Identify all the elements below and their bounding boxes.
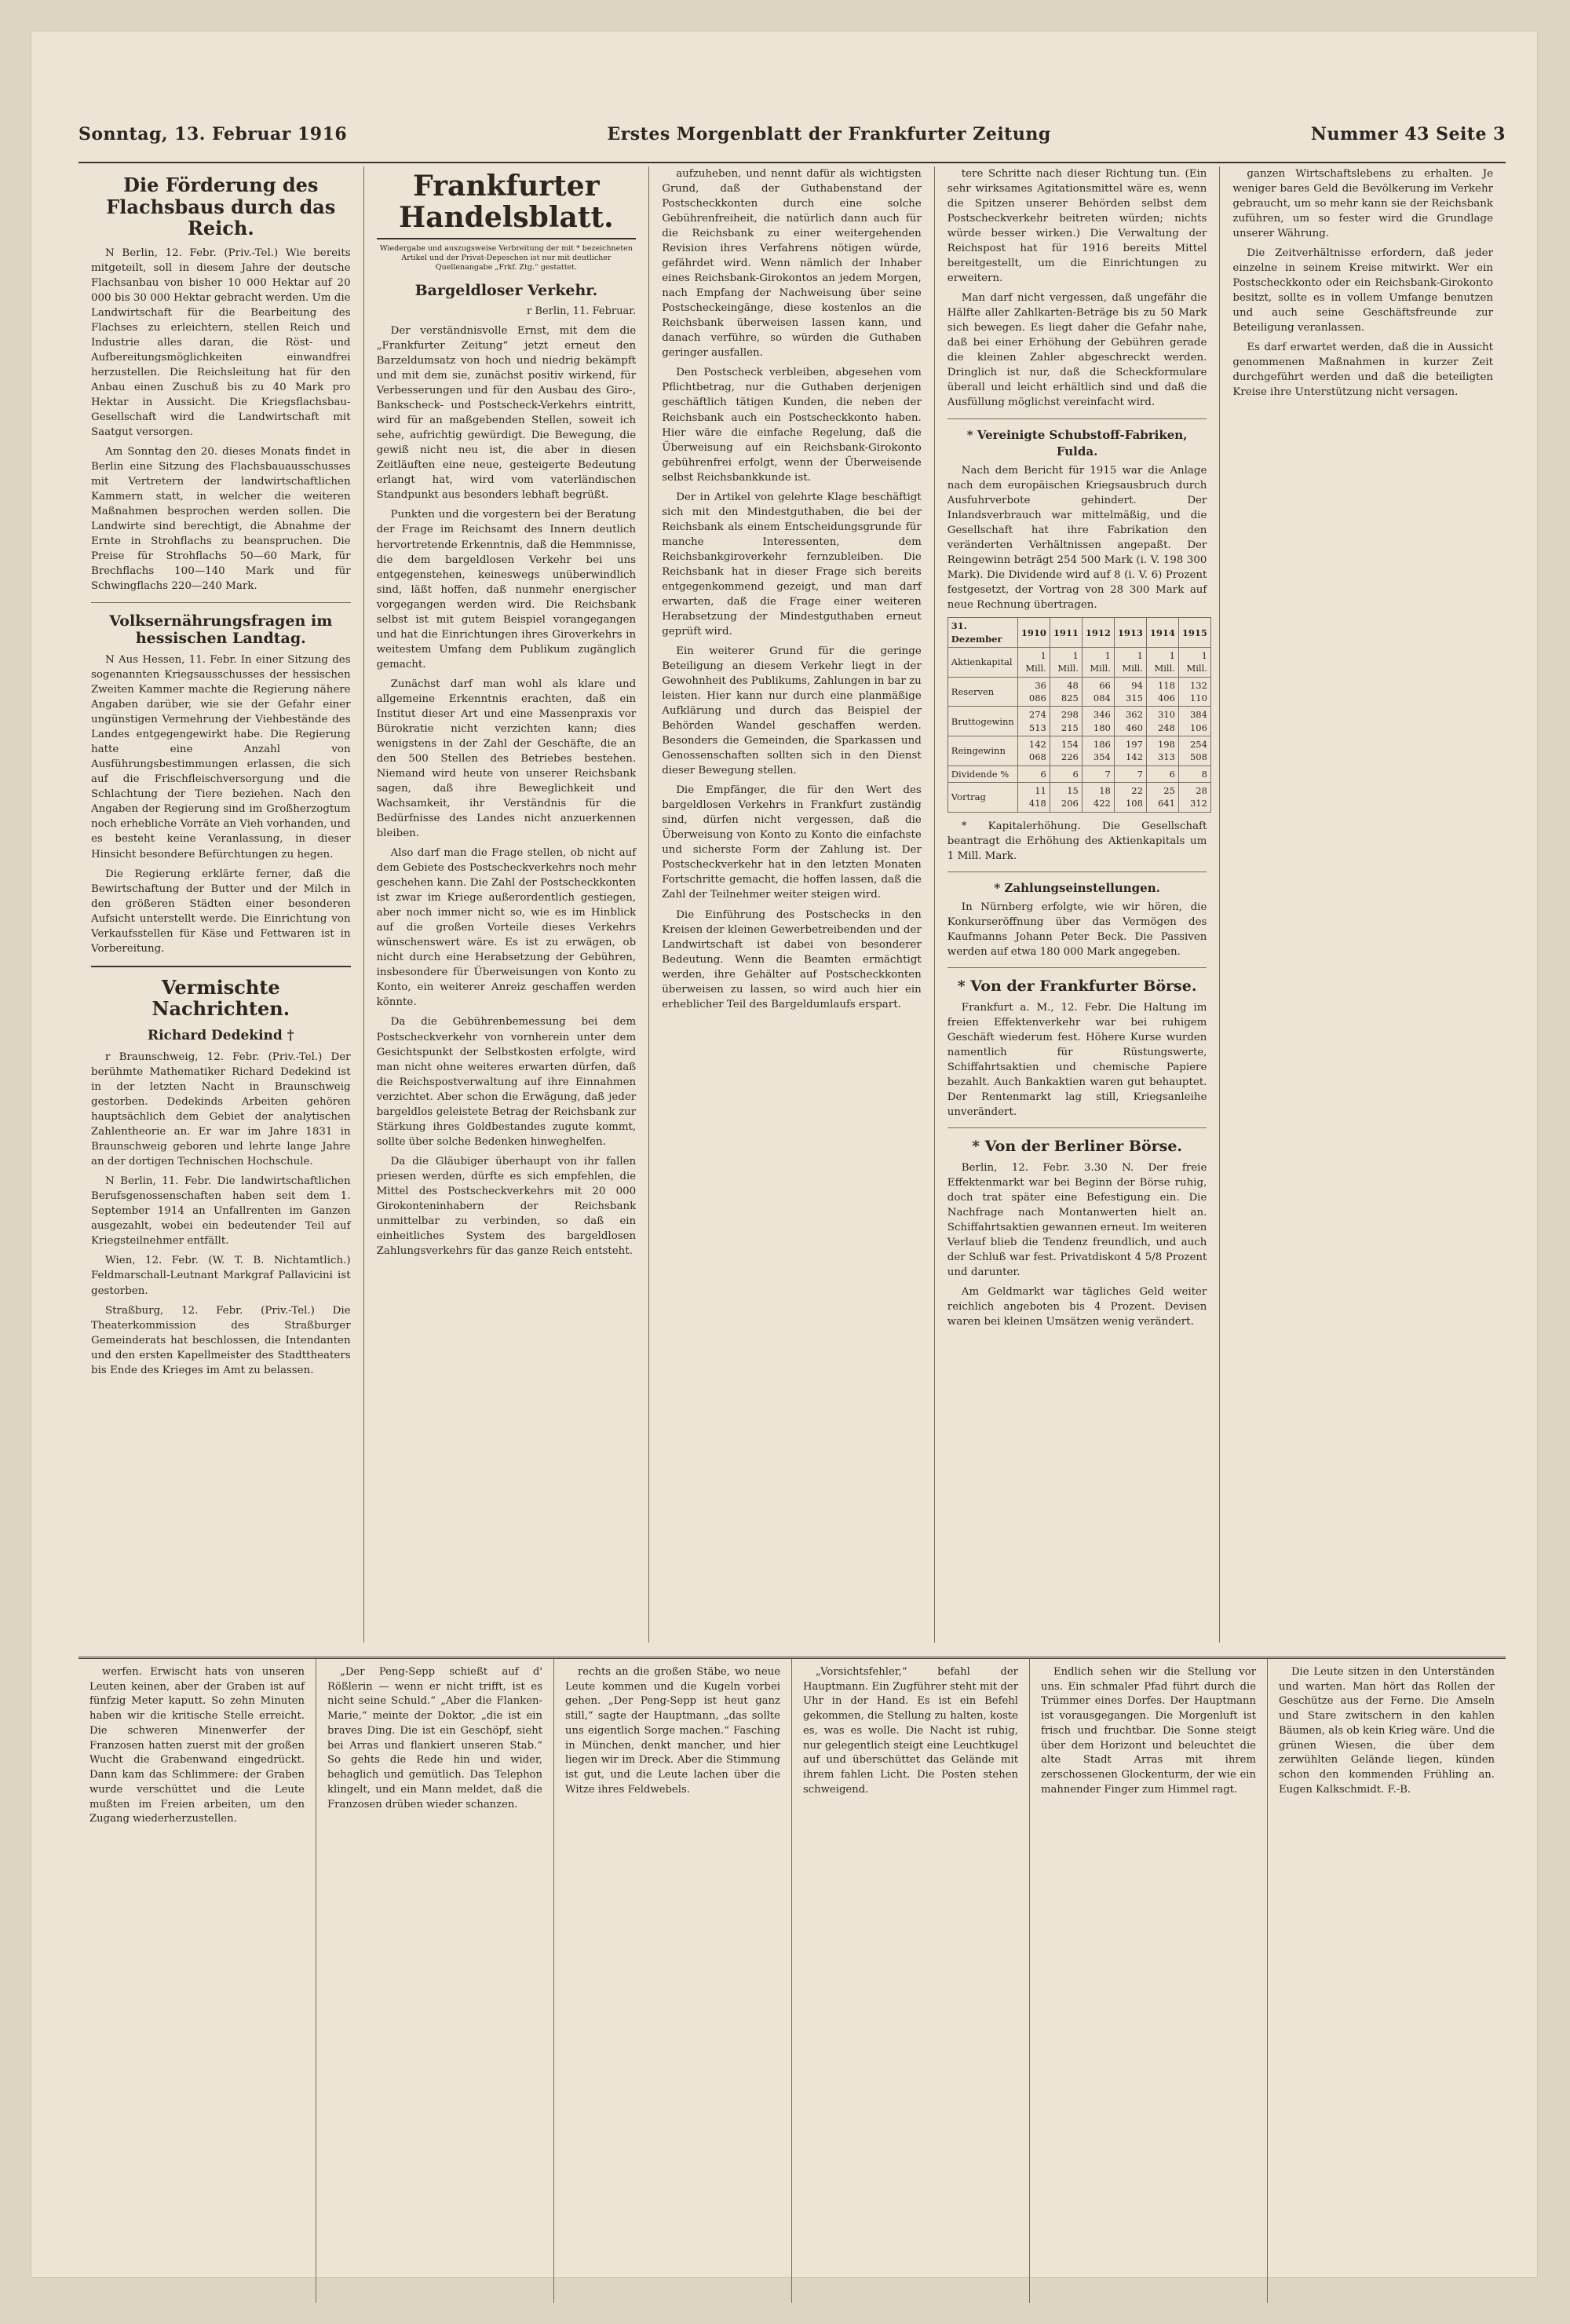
handelsblatt-title: Frankfurter Handelsblatt.	[377, 166, 637, 239]
table-cell: Bruttogewinn	[947, 707, 1017, 736]
article-text: In Nürnberg erfolgte, wie wir hören, die Konkurseröffnung über das Vermögen des Kaufmanns Johann Peter Beck. Die Passiven werden auf etwa 180 000 Mark angegeben.	[947, 901, 1207, 959]
table-cell: 1 Mill.	[1017, 648, 1050, 678]
article-text: Berlin, 12. Febr. 3.30 N. Der freie Effektenmarkt war bei Beginn der Börse ruhig, doch trat später eine Befestigung ein. Die Nachfrage nach Montanwerten hielt an. Schiffahrtsaktien gewannen erneut. Im weiteren Verlauf blieb die Tendenz freundlich, und auch der Schluß war fest. Privatdiskont 4 5/8 Prozent und darunter.	[947, 1162, 1207, 1279]
table-cell: 18 422	[1082, 783, 1114, 813]
table-cell: 198 313	[1146, 736, 1178, 766]
article-text: Man darf nicht vergessen, daß ungefähr die Hälfte aller Zahlkarten-Beträge bis zu 50 Mark sich bewegen. Es liegt daher die Gefahr nahe, daß bei einer Erhöhung der Gebühren gerade die kleinen Zahler abgeschreckt werden. Dringlich ist nur, daß die Scheckformulare überall und leicht erhältlich sind und daß die Ausfüllung möglichst vereinfacht wird.	[947, 292, 1207, 409]
column-4	[935, 166, 1221, 1643]
table-cell: 8	[1178, 766, 1210, 782]
story-text: „Vorsichtsfehler,“ befahl der Hauptmann. Ein Zugführer steht mit der Uhr in der Hand. Es ist ein Befehl gekommen, die Stellung zu halten, koste es, was es wolle. Die Nacht ist ruhig, nur gelegentlich steigt eine Leuchtkugel auf und überschüttet das Gelände mit ihrem fahlen Licht. Die Posten stehen schweigend.	[803, 1666, 1018, 1796]
table-row	[947, 677, 1210, 707]
table-cell: 1 Mill.	[1178, 648, 1210, 678]
article-text: Wien, 12. Febr. (W. T. B. Nichtamtlich.) Feldmarschall-Leutnant Markgraf Pallavicini ist gestorben.	[91, 1255, 351, 1297]
headline-berliner-boerse: * Von der Berliner Börse.	[972, 1138, 1183, 1156]
table-header-cell: 1910	[1017, 618, 1050, 648]
table-cell: 94 315	[1114, 677, 1146, 707]
article-text: Zunächst darf man wohl als klare und allgemeine Erkenntnis erachten, daß ein Institut dieser Art und eine Massenpraxis vor Bürokratie nicht verzichten kann; dies wenigstens in der Zahl der Geschäfte, die an den 500 Stellen des Betriebes bestehen. Niemand wird heute von unserer Reichsbank sagen, daß ihre Beweglichkeit und Wachsamkeit, ihr Verständnis für die Bedürfnisse des Landes nicht anzuerkennen bleiben.	[376, 678, 637, 840]
article-text: N Berlin, 11. Febr. Die landwirtschaftlichen Berufsgenossenschaften haben seit dem 1. September 1914 an Unfallrenten im Ganzen ausgezahlt, wobei ein bedeutender Teil auf Kriegsteilnehmer entfällt.	[91, 1175, 351, 1248]
table-cell: Reingewinn	[947, 736, 1017, 766]
headline-volksernaehrung: Volksernährungsfragen im hessischen Landtag.	[109, 612, 333, 648]
table-header-cell: 1915	[1178, 618, 1210, 648]
table-row	[947, 766, 1210, 782]
table-cell: 1 Mill.	[1082, 648, 1114, 678]
article-text: Da die Gebührenbemessung bei dem Postscheckverkehr von vornherein unter dem Gesichtspunkt der Selbstkosten erfolgte, wird man nicht ohne weiteres erwarten dürfen, daß die Reichspostverwaltung auf ihre Einnahmen verzichtet. Aber schon die Erwägung, daß jeder bargeldlos geleistete Betrag der Reichsbank zur Stärkung ihres Goldbestandes zugute kommt, sollte über solche Bedenken hinweghelfen.	[376, 1016, 637, 1148]
table-cell: 1 Mill.	[1146, 648, 1178, 678]
table-cell: 66 084	[1082, 677, 1114, 707]
article-text: r Braunschweig, 12. Febr. (Priv.-Tel.) Der berühmte Mathematiker Richard Dedekind ist in der letzten Nacht in Braunschweig gestorben. Dedekinds Arbeiten gehören hauptsächlich dem Gebiet der analytischen Zahlentheorie an. Er war im Jahre 1831 in Braunschweig geboren und lehrte lange Jahre an der dortigen Technischen Hochschule.	[91, 1051, 351, 1168]
story-text: werfen. Erwischt hats von unseren Leuten keinen, aber der Graben ist auf fünfzig Meter kaputt. So zehn Minuten haben wir die kritische Stelle erreicht. Die schweren Minenwerfer der Franzosen hatten zuerst mit der großen Wucht die Grabenwand eingedrückt. Dann kam das Schlimmere: der Graben wurde verschüttet und die Leute mußten im Freien arbeiten, um den Zugang wiederherzustellen.	[89, 1666, 305, 1825]
table-cell: 346 180	[1082, 707, 1114, 736]
table-cell: 6	[1146, 766, 1178, 782]
table-header-cell: 1912	[1082, 618, 1114, 648]
table-row	[947, 736, 1210, 766]
table-cell: Vortrag	[947, 783, 1017, 813]
column-5	[1220, 166, 1506, 1643]
table-cell: 298 215	[1050, 707, 1082, 736]
article-text: Die Empfänger, die für den Wert des bargeldlosen Verkehrs in Frankfurt zuständig sind, dürfen nicht vergessen, daß die Überweisung von Konto zu Konto die einfachste und sicherste Form der Zahlung ist. Der Postscheckverkehr hat in den letzten Monaten Fortschritte gemacht, die hoffen lassen, daß die Zahl der Teilnehmer weiter steigen wird.	[662, 784, 922, 901]
article-text: Die Einführung des Postschecks in den Kreisen der kleinen Gewerbetreibenden und der Landwirtschaft ist dabei von besonderer Bedeutung. Wenn die Beamten ermächtigt werden, ihre Gehälter auf Postscheckkonten überweisen zu lassen, so wird auch hier ein erheblicher Teil des Bargeldumlaufs erspart.	[662, 908, 922, 1010]
table-cell: 6	[1050, 766, 1082, 782]
feuilleton-column	[792, 1659, 1030, 2303]
table-body	[947, 648, 1210, 813]
article-text: Da die Gläubiger überhaupt von ihr fallen priesen werden, dürfte es sich empfehlen, die Mittel des Postscheckverkehrs mit 20 000 Girokonteninhabern der Reichsbank unmittelbar zu verbinden, so daß ein einheitliches System des bargeldlosen Zahlungsverkehrs für das ganze Reich entsteht.	[376, 1155, 637, 1257]
table-cell: Reserven	[947, 677, 1017, 707]
table-cell: 11 418	[1017, 783, 1050, 813]
feuilleton-section	[78, 1657, 1506, 2303]
story-text: „Der Peng-Sepp schießt auf d' Rößlerin — wenn er nicht trifft, ist es nicht seine Schuld.“ „Aber die Flanken-Marie,“ meinte der Doktor, „die ist ein braves Ding. Die ist ein Geschöpf, sieht bei Arras und flankiert unseren Stab.“ So gehts die Rede hin und wider, behaglich und gemütlich. Das Telephon klingelt, und ein Mann meldet, daß die Franzosen drüben wieder schanzen.	[327, 1666, 542, 1811]
table-cell: 310 248	[1146, 707, 1178, 736]
article-text: tere Schritte nach dieser Richtung tun. (Ein sehr wirksames Agitationsmittel wäre es, wenn die Spitzen unserer Behörden selbst dem Postscheckverkehr beitreten würden; nichts würde besser wirken.) Die Verwaltung der Reichspost hat für 1916 bereits Mittel bereitgestellt, um die Einrichtungen zu erweitern.	[947, 168, 1207, 285]
divider	[91, 966, 351, 967]
article-text: Ein weiterer Grund für die geringe Beteiligung an diesem Verkehr liegt in der Gewohnheit des Publikums, Zahlungen in bar zu leisten. Hier kann nur durch eine planmäßige Aufklärung und durch das Beispiel der Behörden Wandel geschaffen werden. Besonders die Gemeinden, die Sparkassen und Genossenschaften sollten sich in den Dienst dieser Bewegung stellen.	[662, 645, 922, 777]
table-cell: Dividende %	[947, 766, 1017, 782]
main-columns	[78, 166, 1506, 1643]
divider	[947, 418, 1207, 419]
table-cell: 1 Mill.	[1114, 648, 1146, 678]
table-cell: 132 110	[1178, 677, 1210, 707]
feuilleton-column	[1030, 1659, 1268, 2303]
divider	[947, 1127, 1207, 1128]
article-text: Die Zeitverhältnisse erfordern, daß jeder einzelne in seinem Kreise mitwirkt. Wer ein Postscheckkonto oder ein Reichsbank-Girokonto besitzt, sollte es in vollem Umfange benutzen und auch seine Geschäftsfreunde zur Beteiligung veranlassen.	[1232, 247, 1493, 334]
story-text: Die Leute sitzen in den Unterständen und warten. Man hört das Rollen der Geschütze aus der Ferne. Die Amseln und Stare zwitschern in den kahlen Bäumen, als ob kein Krieg wäre. Und die grünen Wiesen, die über dem zerwühlten Gelände liegen, künden schon den kommenden Frühling an. Eugen Kalkschmidt. F.-B.	[1279, 1666, 1495, 1796]
table-cell: 384 106	[1178, 707, 1210, 736]
table-header-cell: 31. Dezember	[947, 618, 1017, 648]
article-text: Punkten und die vorgestern bei der Beratung der Frage im Reichsamt des Innern deutlich hervortretende Erkenntnis, daß die Hemmnisse, die dem bargeldlosen Verkehr bei uns entgegenstehen, keineswegs unüberwindlich sind, läßt hoffen, daß nunmehr energischer vorgegangen werden wird. Die Reichsbank selbst ist mit gutem Beispiel vorangegangen und hat die Einrichtungen ihres Giroverkehrs in weitestem Umfang dem Publikum zugänglich gemacht.	[376, 509, 637, 671]
reprint-note: Wiedergabe und auszugsweise Verbreitung der mit * bezeichneten Artikel und der Privat-Depeschen ist nur mit deutlicher Quellenangabe „Frkf. Ztg.“ gestattet.	[379, 244, 633, 272]
table-row	[947, 707, 1210, 736]
issue-date: Sonntag, 13. Februar 1916	[78, 124, 348, 144]
feuilleton-column	[554, 1659, 792, 2303]
feuilleton-column	[78, 1659, 316, 2303]
table-cell: 274 513	[1017, 707, 1050, 736]
table-cell: 15 206	[1050, 783, 1082, 813]
table-cell: 25 641	[1146, 783, 1178, 813]
table-cell: 362 460	[1114, 707, 1146, 736]
story-text: Endlich sehen wir die Stellung vor uns. Ein schmaler Pfad führt durch die Trümmer eines Dorfes. Der Hauptmann ist vorausgegangen. Die Morgenluft ist frisch und fruchtbar. Die Sonne steigt über dem Horizont und beleuchtet die alte Stadt Arras mit ihrem zerschossenen Glockenturm, der wie ein mahnender Finger zum Himmel ragt.	[1041, 1666, 1256, 1796]
table-header-cell: 1914	[1146, 618, 1178, 648]
article-text: Am Geldmarkt war tägliches Geld weiter reichlich angeboten bis 4 Prozent. Devisen waren bei kleinen Umsätzen wenig verändert.	[947, 1286, 1207, 1328]
table-cell: 154 226	[1050, 736, 1082, 766]
divider	[947, 967, 1207, 968]
headline-zahlungseinstellungen: * Zahlungseinstellungen.	[994, 880, 1160, 895]
table-cell: 254 508	[1178, 736, 1210, 766]
article-text: N Berlin, 12. Febr. (Priv.-Tel.) Wie bereits mitgeteilt, soll in diesem Jahre der deutsche Flachsanbau von bisher 10 000 Hektar auf 20 000 bis 30 000 Hektar gebracht werden. Um die Landwirtschaft für die Bearbeitung des Flachses zu erleichtern, stellen Reich und Industrie alles daran, die Röst- und Aufbereitungsmöglichkeiten einwandfrei herzustellen. Die Reichsleitung hat für den Anbau einen Zuschuß bis zu 40 Mark pro Hektar in Aussicht. Die Kriegsflachsbau-Gesellschaft wird die Landwirtschaft mit Saatgut versorgen.	[91, 247, 351, 439]
table-cell: 186 354	[1082, 736, 1114, 766]
table-header-cell: 1913	[1114, 618, 1146, 648]
divider	[91, 602, 351, 603]
masthead	[78, 107, 1506, 163]
table-cell: 22 108	[1114, 783, 1146, 813]
table-cell: 28 312	[1178, 783, 1210, 813]
column-2	[364, 166, 650, 1643]
table-cell: 7	[1082, 766, 1114, 782]
balance-table	[947, 617, 1211, 812]
article-text: Der verständnisvolle Ernst, mit dem die „Frankfurter Zeitung“ jetzt erneut den Barzeldumsatz von hoch und niedrig bekämpft und mit dem sie, zunächst positiv wirkend, für Verbesserungen und für den Ausbau des Giro-, Bankscheck- und Postscheck-Verkehrs eintritt, wird für an maßgebenden Stellen, soweit ich sehe, aufrichtig gewürdigt. Die Bewegung, die gewiß nicht neu ist, die aber in diesen Zeitläuften eine neue, gesteigerte Bedeutung erlangt hat, wird vom vaterländischen Standpunkt aus besonders lebhaft begrüßt.	[376, 325, 637, 502]
table-cell: 6	[1017, 766, 1050, 782]
table-cell: 142 068	[1017, 736, 1050, 766]
column-3	[649, 166, 935, 1643]
table-row	[947, 783, 1210, 813]
article-text: N Aus Hessen, 11. Febr. In einer Sitzung des sogenannten Kriegsausschusses der hessischen Zweiten Kammer machte die Regierung nähere Angaben darüber, wie sie der Gefahr einer ungünstigen Vermehrung der Viehbestände des Landes entgegengewirkt habe. Die Regierung hatte eine Anzahl von Ausführungsbestimmungen erlassen, die sich auf die Frischfleischversorgung und die Schlachtung der Tiere beziehen. Nach den Angaben der Regierung sind im Großherzogtum noch erhebliche Vorräte an Vieh vorhanden, und es besteht keine Veranlassung, in dieser Hinsicht besondere Befürchtungen zu hegen.	[91, 654, 351, 861]
dateline: r Berlin, 11. Februar.	[527, 305, 637, 317]
article-text: Den Postscheck verbleiben, abgesehen vom Pflichtbetrag, nur die Guthaben derjenigen geschäftlich tätigen Kunden, die neben der Reichsbank auch ein Postscheckkonto haben. Hier wäre die einfache Regelung, daß die Überweisung auf ein Reichsbank-Girokonto gebührenfrei erfolgt, wenn der Überweisende selbst Reichsbankkunde ist.	[662, 367, 922, 484]
column-1	[78, 166, 364, 1643]
article-text: Es darf erwartet werden, daß die in Aussicht genommenen Maßnahmen in kurzer Zeit durchgeführt werden und daß die beteiligten Kreise ihre Unterstützung nicht versagen.	[1232, 342, 1493, 399]
headline-vermischtes: Vermischte Nachrichten.	[152, 975, 290, 1021]
table-cell: 197 142	[1114, 736, 1146, 766]
paper-title: Erstes Morgenblatt der Frankfurter Zeitung	[607, 124, 1051, 144]
article-text: Straßburg, 12. Febr. (Priv.-Tel.) Die Theaterkommission des Straßburger Gemeinderats hat beschlossen, die Intendanten und den ersten Kapellmeister des Stadttheaters bis Ende des Krieges im Amt zu belassen.	[91, 1304, 351, 1376]
article-text: Nach dem Bericht für 1915 war die Anlage nach dem europäischen Kriegsausbruch durch Ausfuhrverbote gehindert. Der Inlandsverbrauch war mittelmäßig, und die Gesellschaft hat ihre Fabrikation den veränderten Verhältnissen angepaßt. Der Reingewinn beträgt 254 500 Mark (i. V. 198 300 Mark). Die Dividende wird auf 8 (i. V. 6) Prozent festgesetzt, der Vortrag von 28 300 Mark auf neue Rechnung übertragen.	[947, 465, 1207, 612]
story-text: rechts an die großen Stäbe, wo neue Leute kommen und die Kugeln vorbei gehen. „Der Peng-Sepp ist heut ganz still,“ sagte der Hauptmann, „das sollte uns eigentlich Sorge machen.“ Fasching in München, denkt mancher, und hier liegen wir im Dreck. Aber die Stimmung ist gut, und die Leute lachen über die Witze ihres Feldwebels.	[565, 1666, 780, 1796]
subheadline-dedekind: Richard Dedekind †	[147, 1027, 294, 1043]
article-text: ganzen Wirtschaftslebens zu erhalten. Je weniger bares Geld die Bevölkerung im Verkehr gebraucht, um so mehr kann sie der Reichsbank zuführen, um so fester wird die Grundlage unserer Währung.	[1232, 168, 1493, 240]
article-text: * Kapitalerhöhung. Die Gesellschaft beantragt die Erhöhung des Aktienkapitals um 1 Mill. Mark.	[947, 820, 1207, 862]
issue-number: Nummer 43 Seite 3	[1310, 124, 1506, 144]
table-cell: 7	[1114, 766, 1146, 782]
table-cell: 118 406	[1146, 677, 1178, 707]
table-row	[947, 648, 1210, 678]
table-cell: Aktienkapital	[947, 648, 1017, 678]
table-header-cell: 1911	[1050, 618, 1082, 648]
table-cell: 1 Mill.	[1050, 648, 1082, 678]
article-text: aufzuheben, und nennt dafür als wichtigsten Grund, daß der Guthabenstand der Postscheckkonten durch eine solche Gebührenfreiheit, die natürlich dann auch für die Reichsbank zu einer weitergehenden Revision ihres Verfahrens nötigen würde, gefährdet wird. Wenn nämlich der Inhaber eines Reichsbank-Girokontos an jedem Morgen, nach Empfang der Nachweisung über seine Postscheckeingänge, diese kostenlos an die Reichsbank überweisen lassen kann, und danach verführe, so würden die Guthaben geringer ausfallen.	[662, 168, 922, 360]
table-header-row	[947, 618, 1210, 648]
feuilleton-column	[316, 1659, 554, 2303]
headline-bargeldlos: Bargeldloser Verkehr.	[414, 281, 598, 299]
article-text: Die Regierung erklärte ferner, daß die Bewirtschaftung der Butter und der Milch in den größeren Städten einer besonderen Aufsicht unterstellt werde. Die Einrichtung von Verkaufsstellen für Käse und Fettwaren ist in Vorbereitung.	[91, 868, 351, 955]
headline-frankfurter-boerse: * Von der Frankfurter Börse.	[957, 977, 1197, 996]
table-cell: 36 086	[1017, 677, 1050, 707]
article-text: Am Sonntag den 20. dieses Monats findet in Berlin eine Sitzung des Flachsbauausschusses mit Vertretern der landwirtschaftlichen Kammern statt, in welcher die weiteren Maßnahmen besprochen werden sollen. Die Landwirte sind berechtigt, die Abnahme der Ernte in Strohflachs zu beanspruchen. Die Preise für Strohflachs 50—60 Mark, für Brechflachs 100—140 Mark und für Schwingflachs 220—240 Mark.	[91, 446, 351, 593]
feuilleton-column	[1268, 1659, 1506, 2303]
article-text: Der in Artikel von gelehrte Klage beschäftigt sich mit den Mindestguthaben, die bei der Reichsbank als einem Entscheidungsgrunde für manche Interessenten, dem Reichsbankgiroverkehr fernzubleiben. Die Reichsbank hat in dieser Frage sich bereits entgegenkommend gezeigt, und man darf erwarten, daß die Frage einer weiteren Herabsetzung der Mindestguthaben erneut geprüft wird.	[662, 491, 922, 638]
table-cell: 48 825	[1050, 677, 1082, 707]
headline-schubstoff: * Vereinigte Schubstoff-Fabriken, Fulda.	[966, 427, 1188, 459]
newspaper-page	[31, 31, 1537, 2277]
article-text: Also darf man die Frage stellen, ob nicht auf dem Gebiete des Postscheckverkehrs noch mehr geschehen kann. Die Zahl der Postscheckkonten ist zwar im Kriege außerordentlich gestiegen, aber noch immer nicht so, wie es im Hinblick auf die großen Vorteile dieses Verkehrs wünschenswert wäre. Es ist zu erwägen, ob nicht durch eine Herabsetzung der Gebühren, insbesondere für Überweisungen von Konto zu Konto, ein weiterer Anreiz geschaffen werden könnte.	[376, 847, 637, 1009]
article-text: Frankfurt a. M., 12. Febr. Die Haltung im freien Effektenverkehr war bei ruhigem Geschäft wiederum fest. Höhere Kurse wurden namentlich für Rüstungswerte, Schiffahrtsaktien und chemische Papiere bezahlt. Auch Bankaktien waren gut behauptet. Der Rentenmarkt lag still, Kriegsanleihe unverändert.	[947, 1001, 1207, 1119]
headline-flachsbau: Die Förderung des Flachsbaus durch das Reich.	[106, 174, 336, 240]
